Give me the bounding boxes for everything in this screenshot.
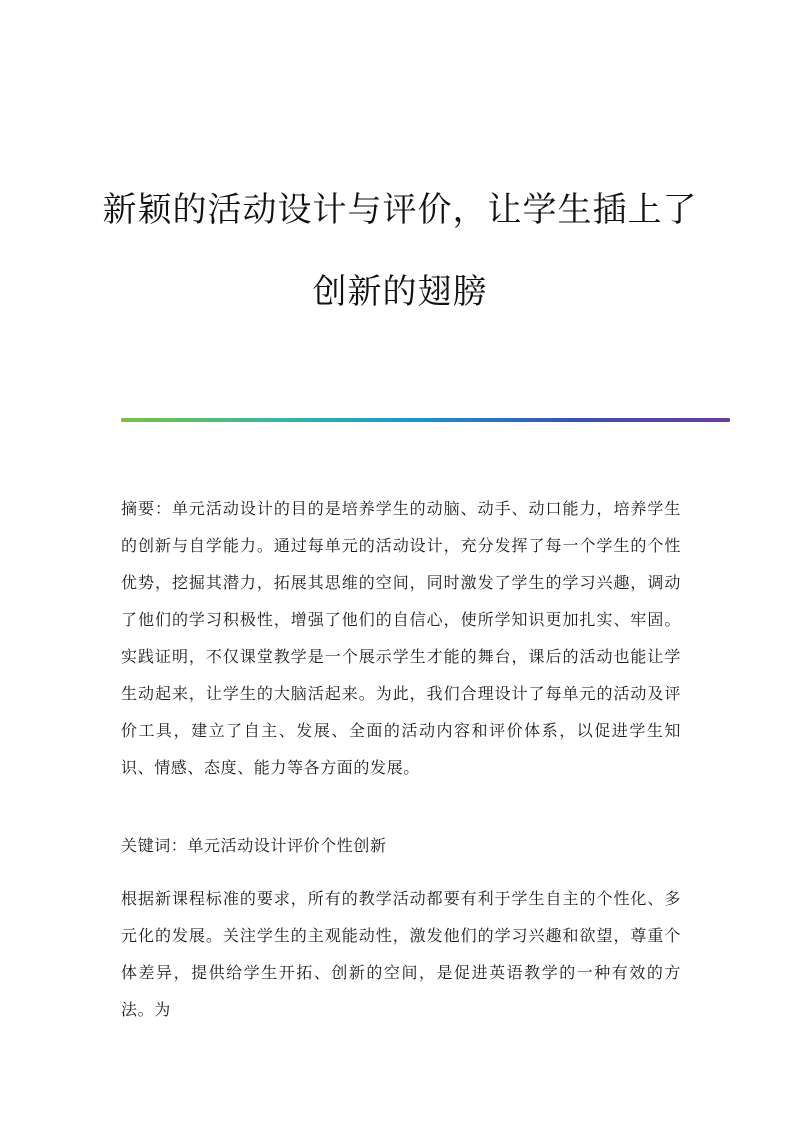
abstract-paragraph: 摘要：单元活动设计的目的是培养学生的动脑、动手、动口能力，培养学生的创新与自学能力。通过每单元的活动设计，充分发挥了每一个学生的个性优势，挖掘其潜力，拓展其思维的空间，同时激发了学生的学习兴趣，调动了他们的学习积极性，增强了他们的自信心，使所学知识更加扎实、牢固。实践证明，不仅课堂教学是一个展示学生才能的舞台，课后的活动也能让学生动起来，让学生的大脑活起来。为此，我们合理设计了每单元的活动及评价工具，建立了自主、发展、全面的活动内容和评价体系，以促进学生知识、情感、态度、能力等各方面的发展。 [121,499,681,777]
body-paragraph: 根据新课程标准的要求，所有的教学活动都要有利于学生自主的个性化、多元化的发展。关注学生的主观能动性，激发他们的学习兴趣和欲望，尊重个体差异，提供给学生开拓、创新的空间，是促进英语教学的一种有效的方法。为 [121,889,681,1019]
keywords-line: 关键词：单元活动设计评价个性创新 [121,836,387,855]
document-title-line-1: 新颖的活动设计与评价，让学生插上了 [102,190,698,230]
gradient-divider [121,418,730,422]
document-title-line-2: 创新的翅膀 [312,272,488,312]
